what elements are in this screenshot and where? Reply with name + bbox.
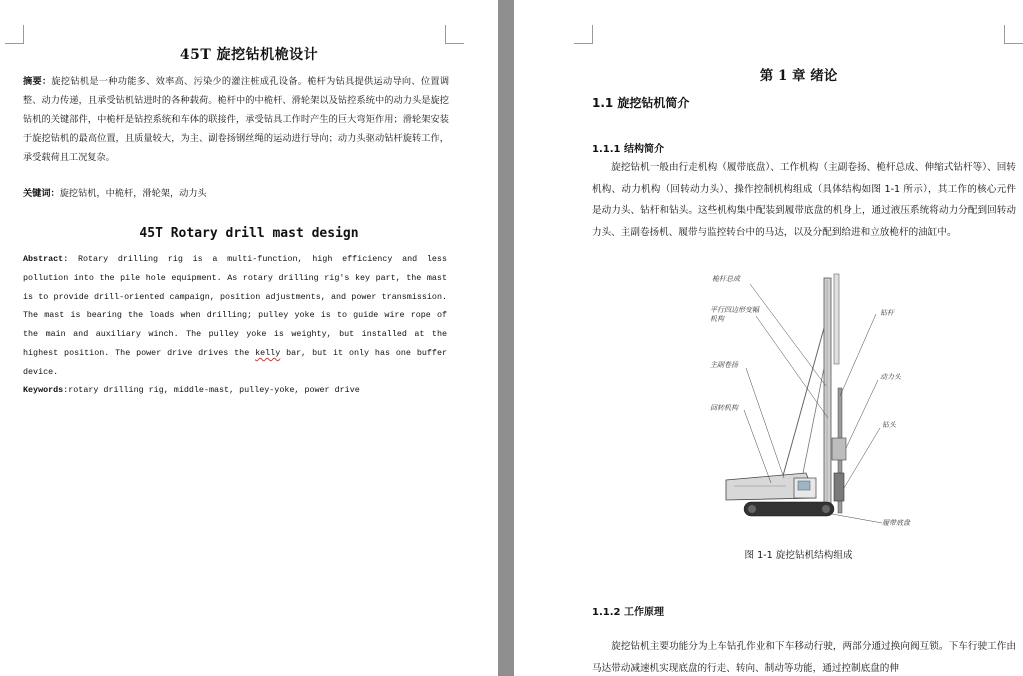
chapter-title: 第 1 章 绪论 bbox=[759, 68, 838, 84]
label-crawler: 履带底盘 bbox=[882, 519, 910, 527]
abstract-en bbox=[23, 250, 447, 382]
section-heading-1-1-1: 1.1.1 结构简介 bbox=[592, 144, 664, 155]
abstract-en-label: Abstract: bbox=[23, 254, 69, 264]
abstract-en-text-1: Rotary drilling rig is a multi-function, high efficiency and less pollution into the pile hole equipment. As rotary drilling rig's key part, the mast is to provide drill-oriented campaign, position adjustments, and power transmission. The mast is bearing the loads when drilling; pulley yoke is to guide wire rope of the main and auxiliary winch. The pulley yoke is weighty, but installed at the highest position. The power drive drives the bbox=[23, 254, 447, 358]
crop-mark-top-right bbox=[1004, 25, 1023, 44]
body-paragraph-2: 旋挖钻机主要功能分为上车钻孔作业和下车移动行驶，两部分通过换向阀互锁。下车行驶工作由马达带动减速机实现底盘的行走、转向、制动等功能，通过控制底盘的伸 bbox=[592, 641, 1016, 674]
label-power-head: 动力头 bbox=[880, 373, 901, 381]
figure-drilling-rig bbox=[706, 268, 924, 540]
label-mast: 桅杆总成 bbox=[712, 275, 740, 283]
section-heading-1-1: 1.1 旋挖钻机简介 bbox=[592, 96, 690, 110]
crop-mark-top-right bbox=[445, 25, 464, 44]
spellcheck-word: kelly bbox=[255, 347, 281, 358]
abstract-cn-text: 旋挖钻机是一种功能多、效率高、污染少的灌注桩成孔设备。桅杆为钻具提供运动导向、位置调整、动力传递，且承受钻机钻进时的各种载荷。桅杆中的中桅杆、滑轮架以及钻控系统中的动力头是旋挖钻机的关键部件，中桅杆是钻控系统和车体的联接件，承受钻具工作时产生的巨大弯矩作用；滑轮架安装于旋挖钻机的最高位置，且质量较大，为主、副卷扬钢丝绳的运动进行导向；动力头驱动钻杆旋转工作，承受载荷且工况复杂。 bbox=[23, 76, 450, 163]
keywords-en bbox=[23, 381, 447, 400]
figure-caption: 图 1-1 旋挖钻机结构组成 bbox=[744, 550, 853, 561]
abstract-cn-label: 摘要： bbox=[23, 76, 52, 87]
keywords-cn-label: 关键词： bbox=[23, 188, 60, 199]
body-paragraph-1: 旋挖钻机一般由行走机构（履带底盘）、工作机构（主副卷扬、桅杆总成、伸缩式钻杆等）、回转机构、动力机构（回转动力头）、操作控制机构组成（具体结构如图 1-1 所示），其工作的核心元件是动力头、钻杆和钻头。这些机构集中配装到履带底盘的机身上，通过液压系统将动力分配到回转动力头、主副卷扬机、履带与监控转台中的马达，以及分配到给进和立放桅杆的油缸中。 bbox=[592, 162, 1016, 238]
crop-mark-top-left bbox=[5, 25, 24, 44]
label-parallel-mechanism: 平行四边形变幅机构 bbox=[710, 306, 759, 323]
abstract-cn bbox=[23, 72, 449, 167]
label-bit: 钻头 bbox=[882, 421, 896, 429]
section-heading-1-1-2: 1.1.2 工作原理 bbox=[592, 607, 664, 618]
document-page-left bbox=[0, 0, 498, 676]
label-winch: 主副卷扬 bbox=[710, 361, 738, 369]
abstract-en-text-2: bar, but it only has one buffer device. bbox=[23, 347, 447, 377]
label-drill-rod: 钻杆 bbox=[880, 309, 894, 317]
label-slewing: 回转机构 bbox=[710, 404, 738, 412]
document-page-right bbox=[514, 0, 1023, 676]
thesis-title-cn: 45T 旋挖钻机桅设计 bbox=[179, 47, 319, 63]
keywords-en-label: Keywords bbox=[23, 385, 64, 395]
keywords-cn-text: 旋挖钻机，中桅杆，滑轮架，动力头 bbox=[59, 188, 207, 199]
thesis-title-en: 45T Rotary drill mast design bbox=[139, 226, 359, 241]
crop-mark-top-left bbox=[574, 25, 593, 44]
keywords-en-text: :rotary drilling rig, middle-mast, pulley-yoke, power drive bbox=[63, 385, 360, 395]
keywords-cn bbox=[23, 184, 449, 203]
page-gutter bbox=[498, 0, 514, 676]
